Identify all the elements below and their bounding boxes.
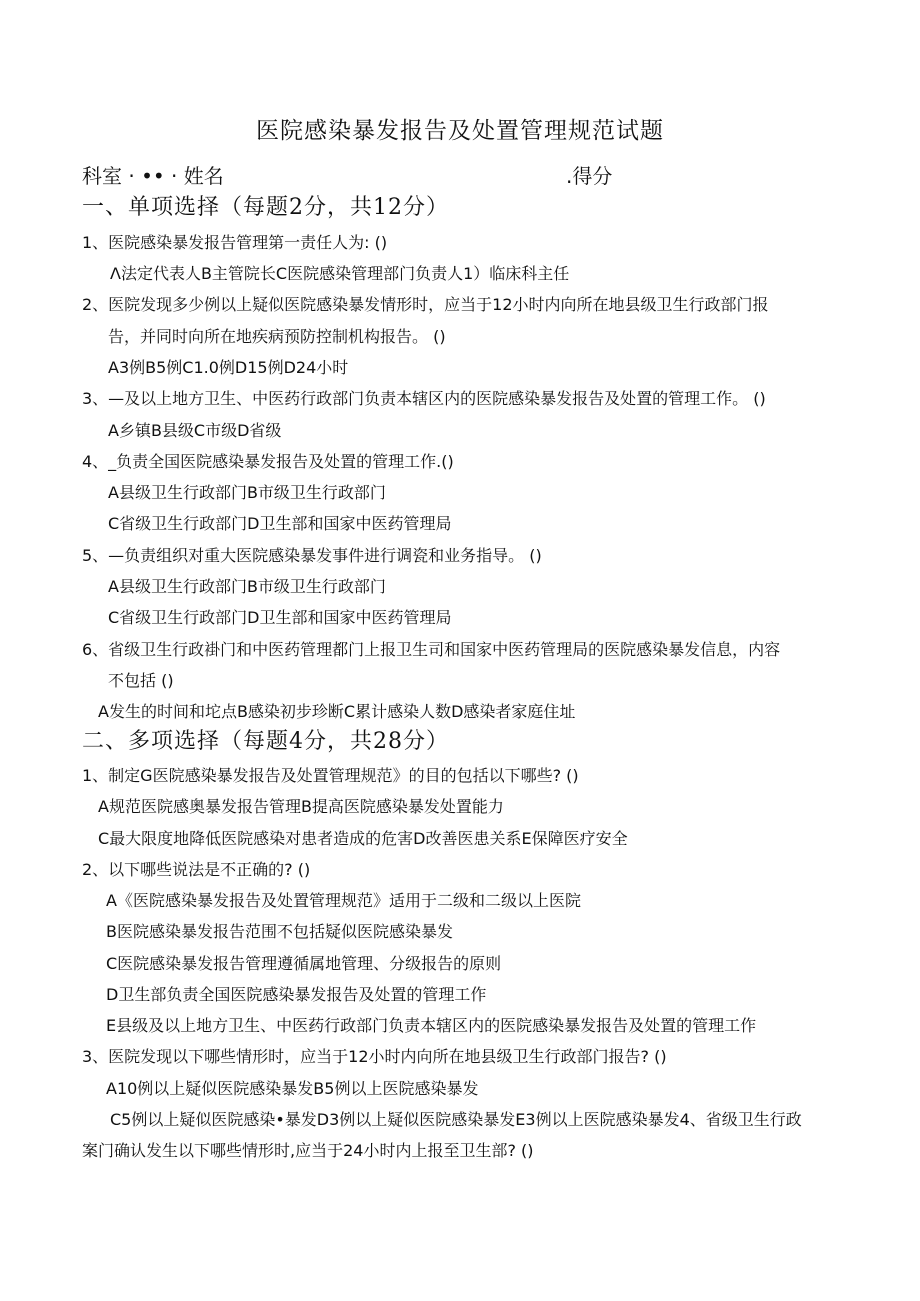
option-line: A规范医院感奥暴发报告管理B提高医院感染暴发处置能力 xyxy=(98,797,504,816)
score-field-label: .得分 xyxy=(566,164,613,188)
option-line: A《医院感染暴发报告及处置管理规范》适用于二级和二级以上医院 xyxy=(106,891,581,910)
option-line: B医院感染暴发报告范围不包括疑似医院感染暴发 xyxy=(106,922,453,941)
question-line-continued: 不包括 () xyxy=(108,671,174,690)
option-line: A10例以上疑似医院感染暴发B5例以上医院感染暴发 xyxy=(106,1079,479,1098)
question-line: 3、医院发现以下哪些情形时，应当于12小时内向所在地县级卫生行政部门报告? () xyxy=(82,1047,667,1066)
question-line-continued: 告，并同时向所在地疾病预防控制机构报告。 () xyxy=(108,327,446,346)
option-line: A县级卫生行政部门B市级卫生行政部门 xyxy=(108,483,386,502)
option-line: Λ法定代表人B主管院长C医院感染管理部门负责人1）临床科主任 xyxy=(110,264,570,283)
option-line: A乡镇B县级C市级D省级 xyxy=(108,421,282,440)
option-line: E县级及以上地方卫生、中医药行政部门负责本辖区内的医院感染暴发报告及处置的管理工作 xyxy=(106,1016,757,1035)
exam-header xyxy=(82,160,842,188)
option-line: A县级卫生行政部门B市级卫生行政部门 xyxy=(108,577,386,596)
section-heading-multiple-choice: 二、多项选择（每题4分，共28分） xyxy=(82,729,449,754)
option-line: C医院感染暴发报告管理遵循属地管理、分级报告的原则 xyxy=(106,954,502,973)
question-line: 2、以下哪些说法是不正确的? () xyxy=(82,860,311,879)
option-line: C省级卫生行政部门D卫生部和国家中医药管理局 xyxy=(108,514,452,533)
option-line: C最大限度地降低医院感染对患者造成的危害D改善医患关系E保障医疗安全 xyxy=(98,829,628,848)
option-line: C省级卫生行政部门D卫生部和国家中医药管理局 xyxy=(108,608,452,627)
question-line: 1、制定G医院感染暴发报告及处置管理规范》的目的包括以下哪些? () xyxy=(82,766,579,785)
question-line: 6、省级卫生行政褂门和中医药管理都门上报卫生司和国家中医药管理局的医院感染暴发信息，内容 xyxy=(82,640,781,659)
question-line-continued: 案门确认发生以下哪些情形时,应当于24小时内上报至卫生部? () xyxy=(82,1141,534,1160)
document-title: 医院感染暴发报告及处置管理规范试题 xyxy=(256,118,664,144)
option-line: D卫生部负责全国医院感染暴发报告及处置的管理工作 xyxy=(106,985,487,1004)
department-name-field-label: 科室 · •• · 姓名 xyxy=(82,164,224,188)
question-line: 5、—负责组织对重大医院感染暴发事件进行调瓷和业务指导。 () xyxy=(82,546,542,565)
question-line: 1、医院感染暴发报告管理第一责任人为: () xyxy=(82,233,388,252)
question-line: 4、_负责全国医院感染暴发报告及处置的管理工作.() xyxy=(82,452,454,471)
question-line: 3、—及以上地方卫生、中医药行政部门负责本辖区内的医院感染暴发报告及处置的管理工作。 () xyxy=(82,389,766,408)
question-line: 2、医院发现多少例以上疑似医院感染暴发情形时，应当于12小时内向所在地县级卫生行政部门报 xyxy=(82,295,769,314)
option-line: C5例以上疑似医院感染•暴发D3例以上疑似医院感染暴发E3例以上医院感染暴发4、省级卫生行政 xyxy=(110,1110,802,1129)
option-line: A3例B5例C1.0例D15例D24小时 xyxy=(108,358,349,377)
option-line: A发生的时间和坨点B感染初步珍断C累计感染人数D感染者家庭住址 xyxy=(98,702,576,721)
section-heading-single-choice: 一、单项选择（每题2分，共12分） xyxy=(82,195,449,220)
